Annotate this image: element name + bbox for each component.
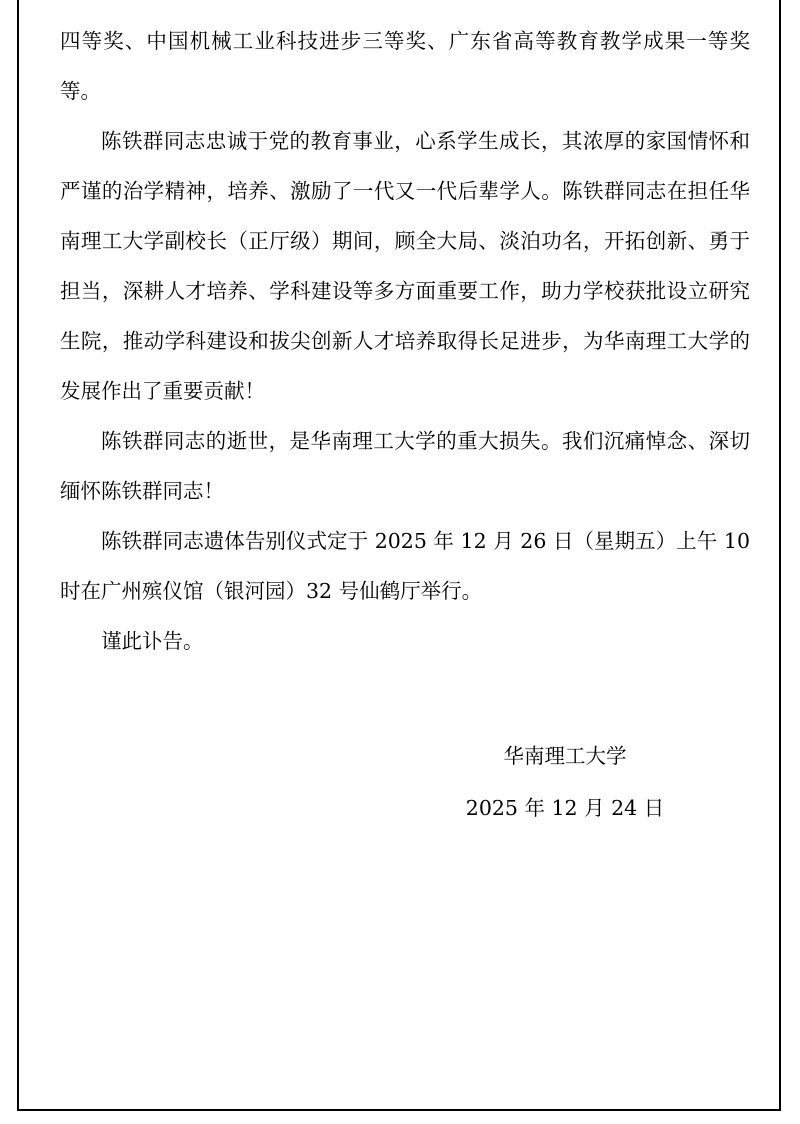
signature-date: 2025 年 12 月 24 日: [465, 796, 665, 820]
paragraph-closing: 谨此讣告。: [101, 629, 204, 653]
paragraph-contributions: 陈铁群同志忠诚于党的教育事业，心系学生成长，其浓厚的家国情怀和严谨的治学精神，培养、激励了一代又一代后辈学人。陈铁群同志在担任华南理工大学副校长（正厅级）期间，顾全大局、淡泊功名，开拓创新、勇于担当，深耕人才培养、学科建设等多方面重要工作，助力学校获批设立研究生院，推动学科建设和拔尖创新人才培养取得长足进步，为华南理工大学的发展作出了重要贡献！: [60, 129, 750, 403]
paragraph-mourning: 陈铁群同志的逝世，是华南理工大学的重大损失。我们沉痛悼念、深切缅怀陈铁群同志！: [60, 429, 750, 503]
obituary-body: [60, 16, 750, 666]
paragraph-awards-continued: 四等奖、中国机械工业科技进步三等奖、广东省高等教育教学成果一等奖等。: [60, 29, 750, 103]
paragraph-farewell-ceremony: 陈铁群同志遗体告别仪式定于 2025 年 12 月 26 日（星期五）上午 10 时在广州殡仪馆（银河园）32 号仙鹤厅举行。: [60, 529, 750, 603]
signature-organization: 华南理工大学: [503, 744, 627, 768]
